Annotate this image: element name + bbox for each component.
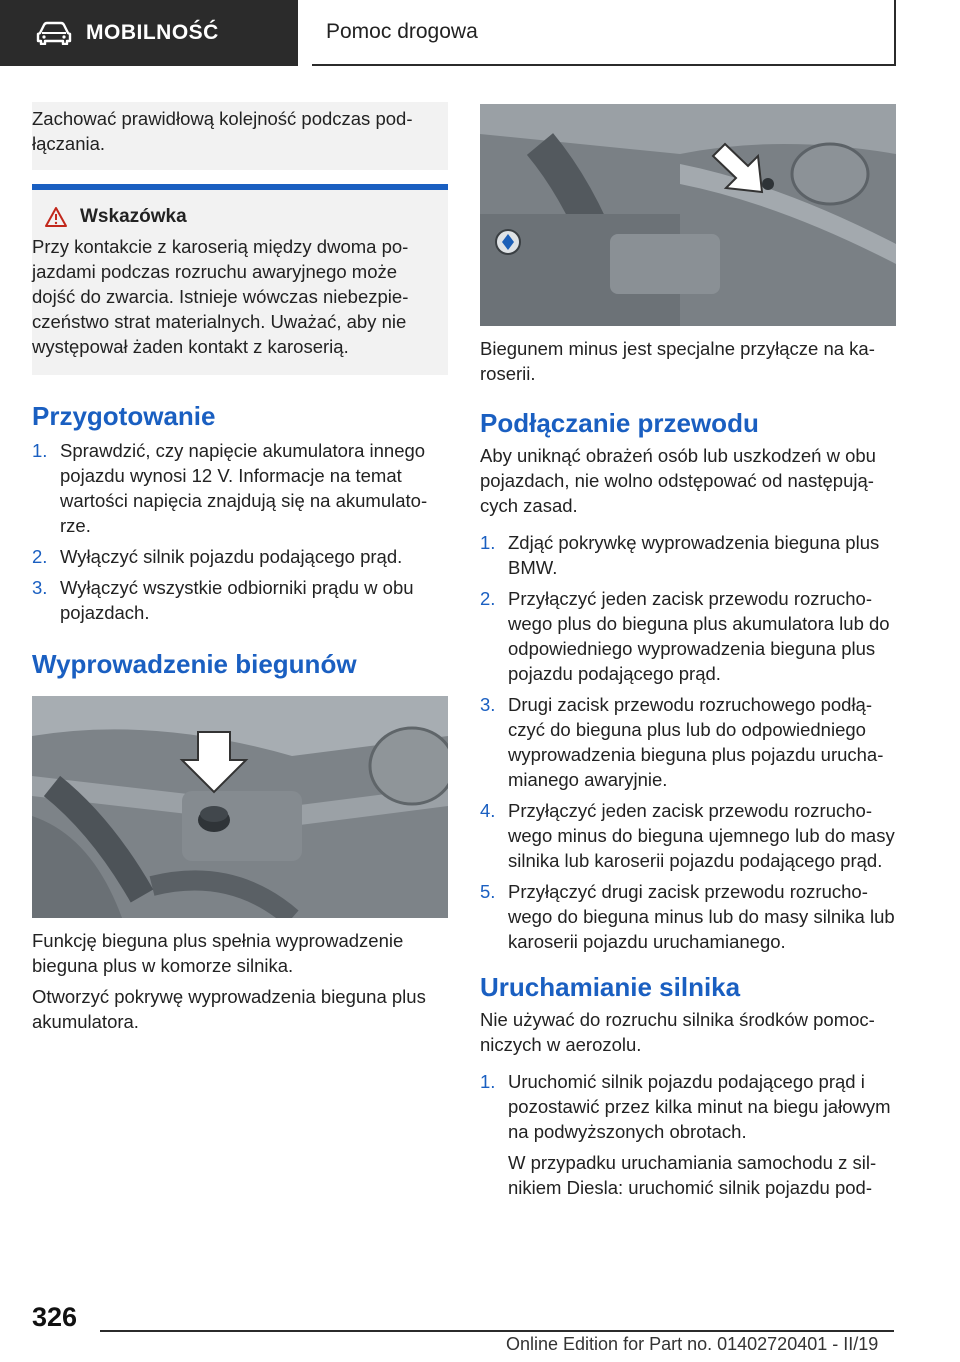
intro-note: Zachować prawidłową kolejność podczas podłączania. — [32, 108, 413, 154]
note-box — [32, 102, 448, 170]
chapter-tab — [0, 0, 298, 66]
car-icon — [36, 21, 72, 45]
page-number: 326 — [32, 1302, 78, 1332]
list-item: 3. Wyłączyć wszystkie odbiorniki prądu w obu pojazdach. — [32, 577, 414, 623]
warning-title: Wskazówka — [80, 206, 187, 227]
page-header — [0, 0, 960, 66]
heading-start: Uruchamianie silnika — [480, 972, 741, 1002]
list-item: 5. Przyłączyć drugi zacisk przewodu rozruchowego do bieguna minus lub do masy silnika lub karoserii pojazdu uruchamianego. — [480, 881, 895, 952]
list-item: 3. Drugi zacisk przewodu rozruchowego podłączyć do bieguna plus lub do odpowiedniego wyprowadzenia bieguna plus pojazdu uruchamianego awaryjnie. — [480, 694, 884, 790]
chapter-label: MOBILNOŚĆ — [86, 21, 219, 44]
warning-box — [32, 184, 448, 375]
engine-bay-minus-illustration — [480, 104, 896, 326]
right-column — [480, 104, 896, 1200]
heading-connect: Podłączanie przewodu — [480, 408, 759, 438]
photo-caption-plus: Funkcję bieguna plus spełnia wyprowadzenie bieguna plus w komorze silnika. — [32, 930, 404, 976]
left-column — [32, 102, 448, 1034]
engine-bay-illustration — [32, 696, 448, 918]
warning-header — [44, 206, 438, 228]
connect-intro: Aby uniknąć obrażeń osób lub uszkodzeń w obu pojazdach, nie wolno odstępować od następujących zasad. — [480, 445, 876, 516]
heading-preparation: Przygotowanie — [32, 401, 216, 431]
diesel-note: W przypadku uruchamiania samochodu z silnikiem Diesla: uruchomić silnik pojazdu pod- — [508, 1152, 877, 1198]
section-title-box — [312, 0, 896, 66]
warning-text: Przy kontakcie z karoserią między dwoma pojazdami podczas rozruchu awaryjnego może dojść do zwarcia. Istnieje wówczas niebezpieczeństwo strat materialnych. Uważać, aby nie występował żaden kontakt z karoserią. — [32, 236, 409, 357]
warning-triangle-icon — [44, 206, 68, 228]
start-intro: Nie używać do rozruchu silnika środków pomocniczych w aerozolu. — [480, 1009, 875, 1055]
photo-caption-minus: Biegunem minus jest specjalne przyłącze na karoserii. — [480, 338, 875, 384]
list-item: 1. Sprawdzić, czy napięcie akumulatora innego pojazdu wynosi 12 V. Informacje na temat wartości napięcia znajdują się na akumulatorze. — [32, 440, 428, 536]
heading-terminals: Wyprowadzenie biegunów — [32, 649, 357, 679]
list-item: 4. Przyłączyć jeden zacisk przewodu rozruchowego minus do bieguna ujemnego lub do masy silnika lub karoserii pojazdu podającego prąd. — [480, 800, 895, 871]
engine-bay-photo-minus — [480, 104, 896, 326]
list-item: 2. Przyłączyć jeden zacisk przewodu rozruchowego plus do bieguna plus akumulatora lub do odpowiedniego wyprowadzenia bieguna plus pojazdu podającego prąd. — [480, 588, 890, 684]
list-item: 2. Wyłączyć silnik pojazdu podającego prąd. — [32, 546, 403, 567]
connect-steps — [480, 530, 896, 954]
list-item: 1. Uruchomić silnik pojazdu podającego prąd i pozostawić przez kilka minut na biegu jałowym na podwyższonych obrotach. — [480, 1071, 891, 1142]
list-item: 1. Zdjąć pokrywkę wyprowadzenia bieguna plus BMW. — [480, 532, 880, 578]
start-steps — [480, 1069, 896, 1144]
edition-info: Online Edition for Part no. 01402720401 - II/19 — [506, 1334, 879, 1354]
footer-divider — [100, 1330, 894, 1332]
open-cover-text: Otworzyć pokrywę wyprowadzenia bieguna plus akumulatora. — [32, 986, 426, 1032]
section-title: Pomoc drogowa — [326, 20, 478, 43]
engine-bay-photo-plus — [32, 696, 448, 918]
preparation-steps — [32, 438, 448, 625]
